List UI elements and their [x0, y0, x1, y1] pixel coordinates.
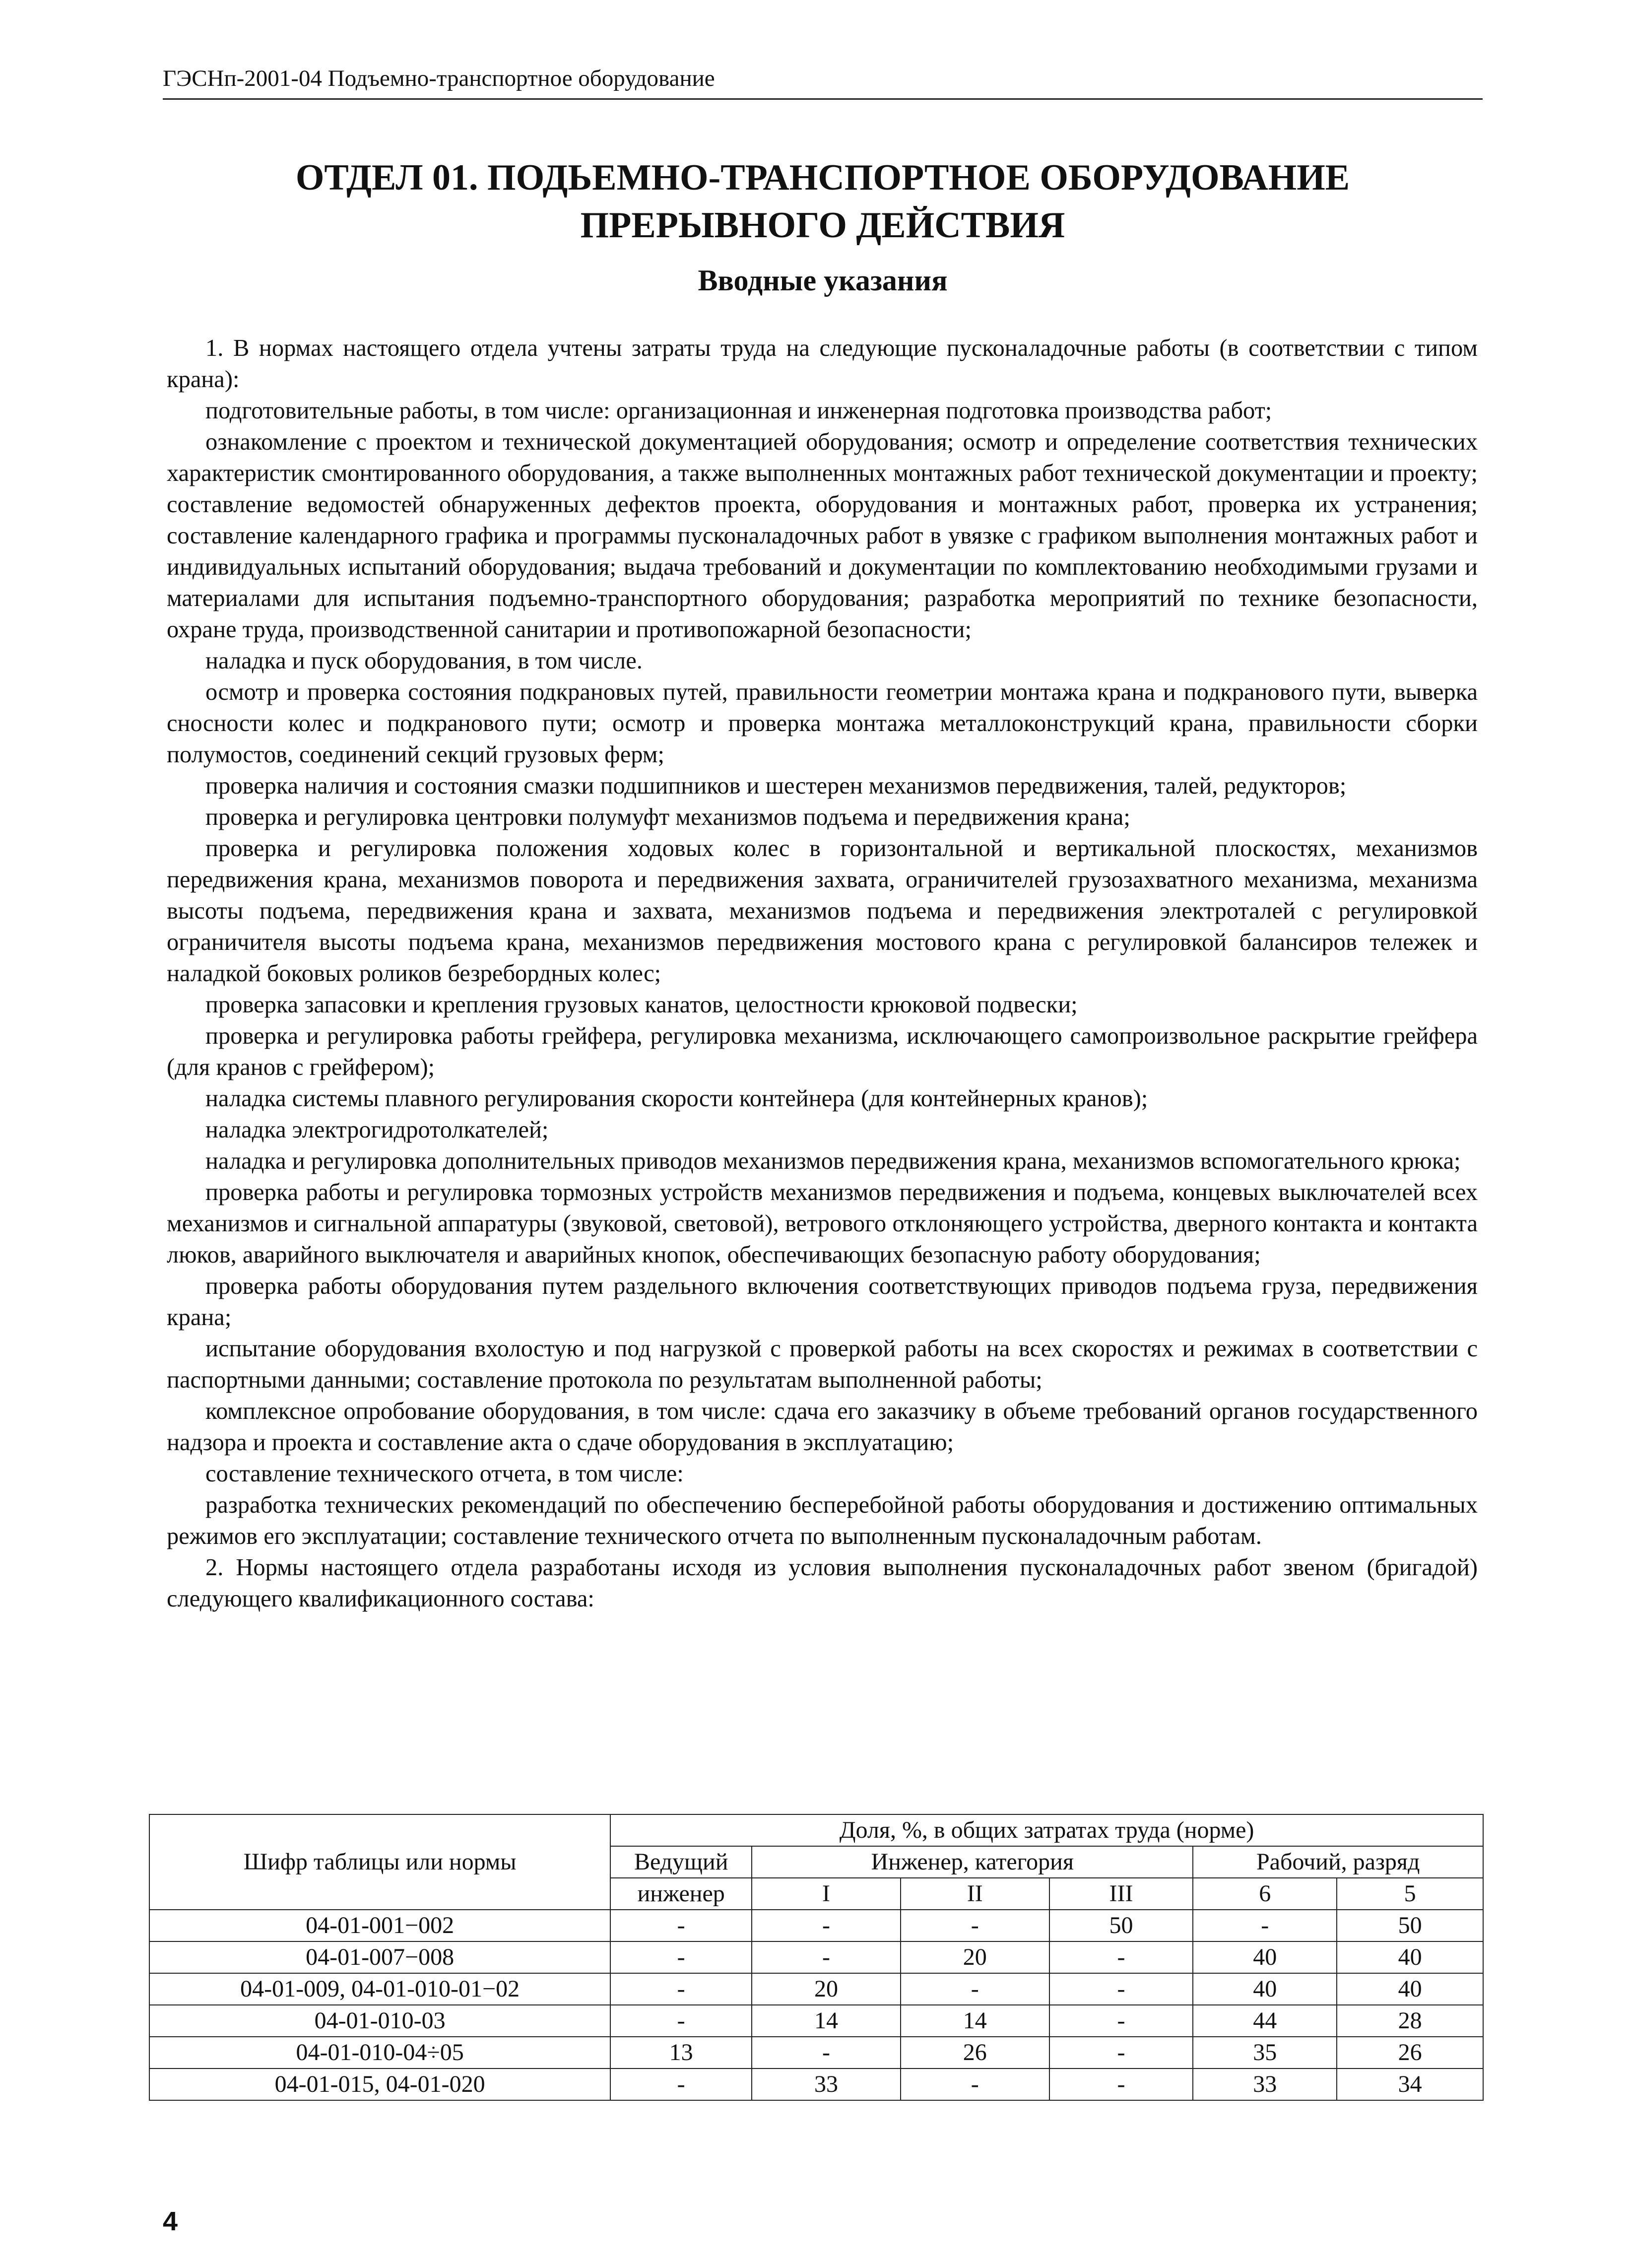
- table-row: [149, 1910, 1483, 1941]
- value-cell: -: [752, 1941, 901, 1973]
- engineer-category-header: Инженер, категория: [752, 1846, 1193, 1878]
- worker-grade-5-header: 5: [1337, 1878, 1483, 1910]
- lead-engineer-header-top: Ведущий: [610, 1846, 752, 1878]
- value-cell: -: [610, 1941, 752, 1973]
- labor-share-header: Доля, %, в общих затратах труда (норме): [610, 1814, 1483, 1846]
- value-cell: -: [901, 2068, 1049, 2100]
- value-cell: -: [610, 2068, 752, 2100]
- value-cell: 13: [610, 2037, 752, 2068]
- paragraph: разработка технических рекомендаций по обеспечению бесперебойной работы оборудования и достижению оптимальных режимов его эксплуатации; составление технического отчета по выполненным пусконаладочным работам.: [167, 1492, 1478, 1549]
- paragraph: наладка и регулировка дополнительных приводов механизмов передвижения крана, механизмов вспомогательного крюка;: [205, 1148, 1461, 1174]
- paragraph: испытание оборудования вхолостую и под нагрузкой с проверкой работы на всех скоростях и режимах в соответствии с паспортными данными; составление протокола по результатам выполненной работы;: [167, 1335, 1478, 1393]
- table-row: [149, 2005, 1483, 2037]
- value-cell: -: [610, 1973, 752, 2005]
- value-cell: 26: [1337, 2037, 1483, 2068]
- value-cell: -: [1049, 2037, 1193, 2068]
- paragraph: проверка работы оборудования путем раздельного включения соответствующих приводов подъема груза, передвижения крана;: [167, 1273, 1478, 1331]
- paragraph: составление технического отчета, в том числе:: [205, 1461, 684, 1487]
- paragraph: осмотр и проверка состояния подкрановых путей, правильности геометрии монтажа крана и подкранового пути, выверка сносности колес и подкранового пути; осмотр и проверка монтажа металлоконструкций крана, правильности сборки полумостов, соединений секций грузовых ферм;: [167, 679, 1478, 768]
- value-cell: 20: [752, 1973, 901, 2005]
- table-row: [149, 2068, 1483, 2100]
- value-cell: -: [610, 2005, 752, 2037]
- value-cell: 26: [901, 2037, 1049, 2068]
- cipher-cell: 04-01-007−008: [149, 1941, 610, 1973]
- table-row: [149, 1973, 1483, 2005]
- value-cell: 40: [1337, 1941, 1483, 1973]
- value-cell: 33: [752, 2068, 901, 2100]
- value-cell: -: [752, 1910, 901, 1941]
- section-title-line-1: ОТДЕЛ 01. ПОДЬЕМНО-ТРАНСПОРТНОЕ ОБОРУДОВАНИЕ: [295, 157, 1350, 198]
- paragraph: проверка наличия и состояния смазки подшипников и шестерен механизмов передвижения, талей, редукторов;: [205, 773, 1347, 799]
- value-cell: 34: [1337, 2068, 1483, 2100]
- worker-grade-header: Рабочий, разряд: [1193, 1846, 1483, 1878]
- cipher-cell: 04-01-009, 04-01-010-01−02: [149, 1973, 610, 2005]
- engineer-cat-3-header: III: [1049, 1878, 1193, 1910]
- section-title: [163, 154, 1483, 249]
- paragraph: 2. Нормы настоящего отдела разработаны исходя из условия выполнения пусконаладочных работ звеном (бригадой) следующего квалификационного состава:: [167, 1554, 1478, 1612]
- paragraph: ознакомление с проектом и технической документацией оборудования; осмотр и определение соответствия технических характеристик смонтированного оборудования, а также выполненных монтажных работ технической документации и проекту; составление ведомостей обнаруженных дефектов проекта, оборудования и монтажных работ, проверка их устранения; составление календарного графика и программы пусконаладочных работ в увязке с графиком выполнения монтажных работ и индивидуальных испытаний оборудования; выдача требований и документации по комплектованию необходимыми грузами и материалами для испытания подъемно-транспортного оборудования; разработка мероприятий по технике безопасности, охране труда, производственной санитарии и противопожарной безопасности;: [167, 429, 1478, 643]
- page-number: 4: [163, 2206, 178, 2236]
- section-subtitle: Вводные указания: [698, 264, 948, 297]
- value-cell: -: [1049, 1941, 1193, 1973]
- value-cell: 40: [1193, 1941, 1337, 1973]
- section-title-line-2: ПРЕРЫВНОГО ДЕЙСТВИЯ: [580, 205, 1065, 246]
- value-cell: 50: [1049, 1910, 1193, 1941]
- cipher-header: Шифр таблицы или нормы: [149, 1814, 610, 1910]
- cipher-cell: 04-01-010-03: [149, 2005, 610, 2037]
- paragraph: наладка и пуск оборудования, в том числе.: [205, 648, 643, 674]
- lead-engineer-header-bottom: инженер: [610, 1878, 752, 1910]
- value-cell: 33: [1193, 2068, 1337, 2100]
- table-row: [149, 1941, 1483, 1973]
- value-cell: -: [1049, 1973, 1193, 2005]
- paragraph: проверка и регулировка положения ходовых колес в горизонтальной и вертикальной плоскостях, механизмов передвижения крана, механизмов поворота и передвижения захвата, ограничителей грузозахватного механизма, механизма высоты подъема, передвижения крана и захвата, механизмов подъема и передвижения электроталей с регулировкой ограничителя высоты подъема крана, механизмов передвижения мостового крана с регулировкой балансиров тележек и наладкой боковых роликов безребордных колес;: [167, 835, 1478, 987]
- value-cell: 20: [901, 1941, 1049, 1973]
- value-cell: 14: [901, 2005, 1049, 2037]
- value-cell: 40: [1193, 1973, 1337, 2005]
- cipher-cell: 04-01-010-04÷05: [149, 2037, 610, 2068]
- crew-composition-table: [149, 1814, 1484, 2101]
- engineer-cat-2-header: II: [901, 1878, 1049, 1910]
- value-cell: 14: [752, 2005, 901, 2037]
- paragraph: наладка системы плавного регулирования скорости контейнера (для контейнерных кранов);: [205, 1085, 1148, 1112]
- value-cell: 50: [1337, 1910, 1483, 1941]
- value-cell: 35: [1193, 2037, 1337, 2068]
- paragraph: наладка электрогидротолкателей;: [205, 1117, 549, 1143]
- paragraph: проверка работы и регулировка тормозных устройств механизмов передвижения и подъема, концевых выключателей всех механизмов и сигнальной аппаратуры (звуковой, световой), ветрового отклоняющего устройства, дверного контакта и контакта люков, аварийного выключателя и аварийных кнопок, обеспечивающих безопасную работу оборудования;: [167, 1179, 1478, 1268]
- value-cell: -: [901, 1910, 1049, 1941]
- value-cell: -: [901, 1973, 1049, 2005]
- table-row: [149, 2037, 1483, 2068]
- cipher-cell: 04-01-015, 04-01-020: [149, 2068, 610, 2100]
- value-cell: 28: [1337, 2005, 1483, 2037]
- value-cell: 44: [1193, 2005, 1337, 2037]
- paragraph: проверка запасовки и крепления грузовых канатов, целостности крюковой подвески;: [205, 992, 1078, 1018]
- cipher-cell: 04-01-001−002: [149, 1910, 610, 1941]
- introductory-text: [167, 333, 1478, 1614]
- value-cell: 40: [1337, 1973, 1483, 2005]
- value-cell: -: [1193, 1910, 1337, 1941]
- paragraph: подготовительные работы, в том числе: организационная и инженерная подготовка производства работ;: [205, 398, 1272, 424]
- value-cell: -: [752, 2037, 901, 2068]
- value-cell: -: [1049, 2005, 1193, 2037]
- worker-grade-6-header: 6: [1193, 1878, 1337, 1910]
- running-header: ГЭСНп-2001-04 Подъемно-транспортное оборудование: [163, 64, 1483, 100]
- paragraph: проверка и регулировка центровки полумуфт механизмов подъема и передвижения крана;: [205, 804, 1130, 830]
- paragraph: 1. В нормах настоящего отдела учтены затраты труда на следующие пусконаладочные работы (в соответствии с типом крана):: [167, 335, 1478, 393]
- value-cell: -: [1049, 2068, 1193, 2100]
- paragraph: проверка и регулировка работы грейфера, регулировка механизма, исключающего самопроизвольное раскрытие грейфера (для кранов с грейфером);: [167, 1023, 1478, 1080]
- value-cell: -: [610, 1910, 752, 1941]
- paragraph: комплексное опробование оборудования, в том числе: сдача его заказчику в объеме требований органов государственного надзора и проекта и составление акта о сдаче оборудования в эксплуатацию;: [167, 1398, 1478, 1456]
- engineer-cat-1-header: I: [752, 1878, 901, 1910]
